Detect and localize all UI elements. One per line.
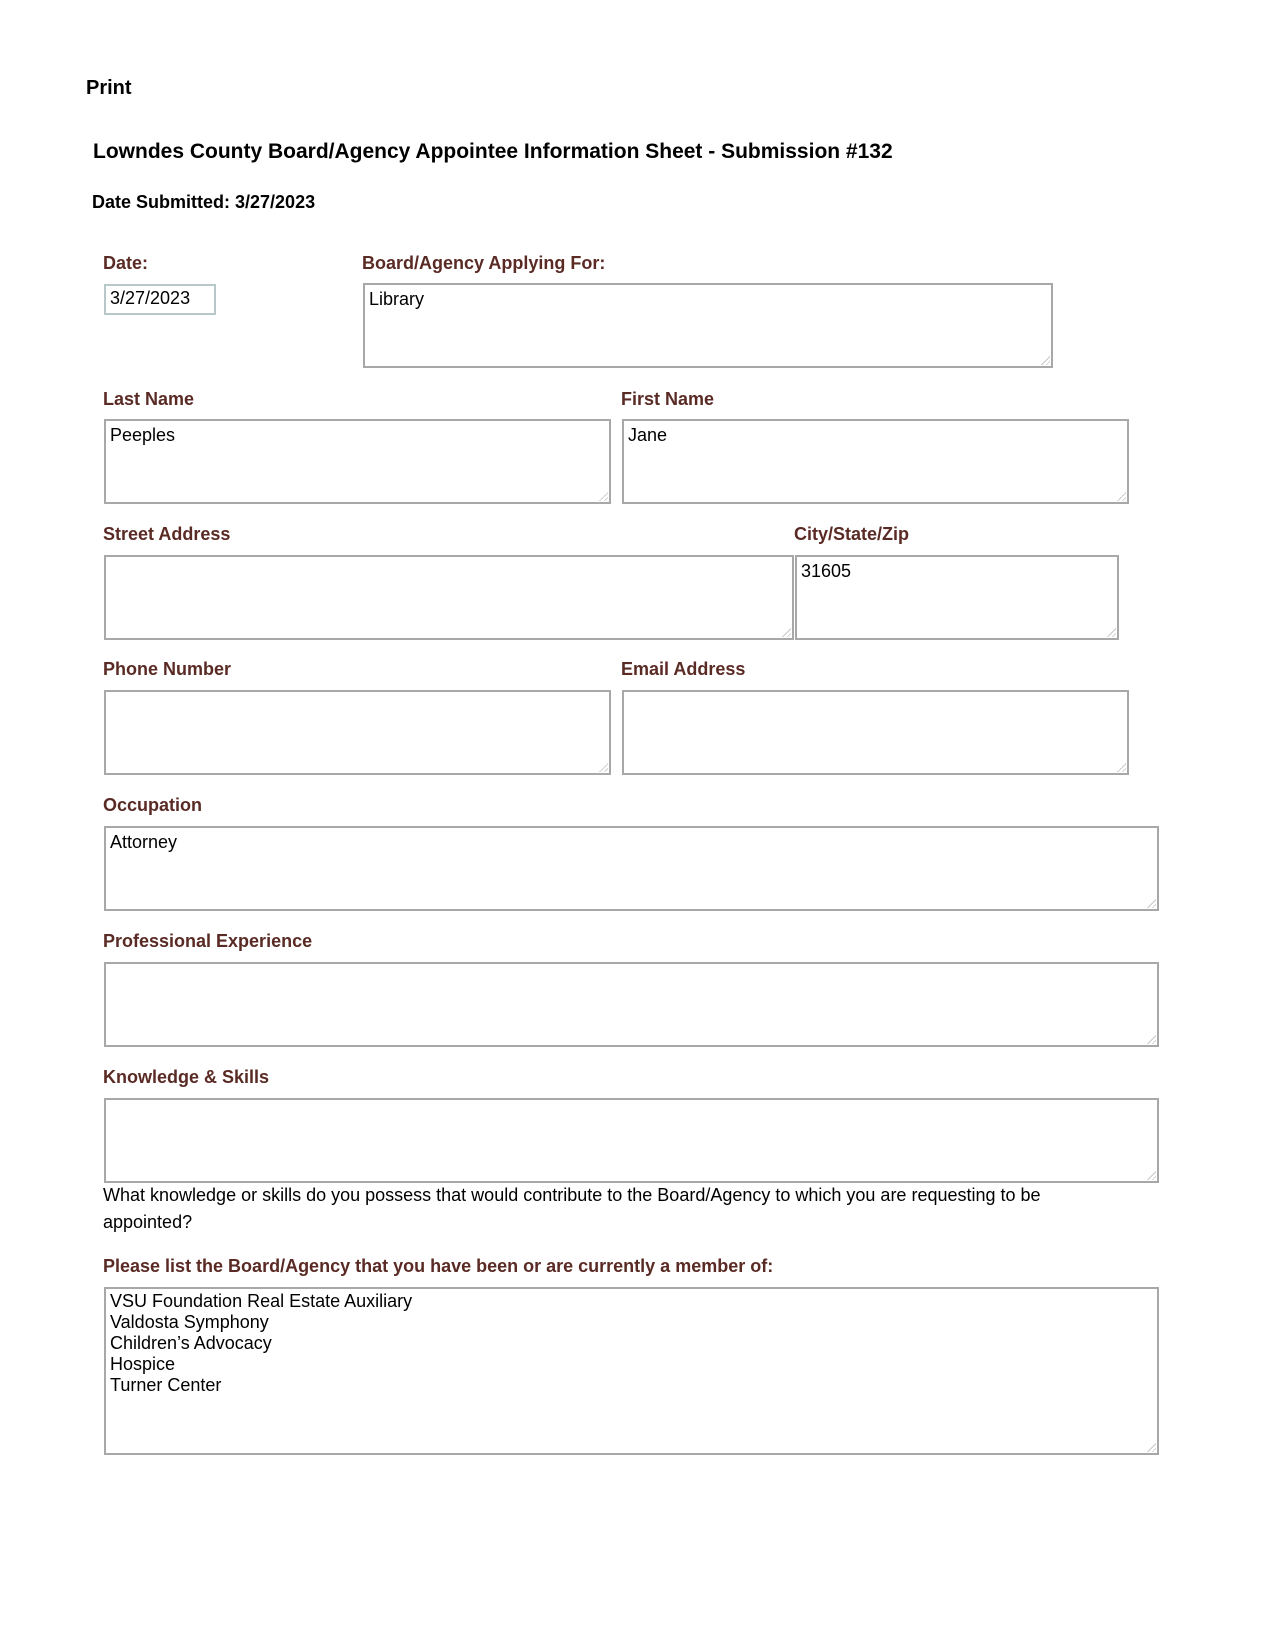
resize-grip-icon[interactable] xyxy=(1116,491,1126,501)
resize-grip-icon[interactable] xyxy=(1146,1034,1156,1044)
city-field[interactable] xyxy=(795,555,1119,640)
experience-field[interactable] xyxy=(104,962,1159,1047)
first-name-label: First Name xyxy=(621,389,715,409)
knowledge-help-text: What knowledge or skills do you possess that would contribute to the Board/Agency to which you are requesting to be appointed? xyxy=(103,1185,1041,1232)
first-name-value: Jane xyxy=(628,425,668,445)
city-value: 31605 xyxy=(801,561,852,581)
resize-grip-icon[interactable] xyxy=(1146,1170,1156,1180)
occupation-value: Attorney xyxy=(110,832,178,852)
first-name-field[interactable] xyxy=(622,419,1129,504)
phone-label: Phone Number xyxy=(103,659,232,679)
resize-grip-icon[interactable] xyxy=(598,491,608,501)
resize-grip-icon[interactable] xyxy=(598,762,608,772)
board-label: Board/Agency Applying For: xyxy=(362,253,606,273)
resize-grip-icon[interactable] xyxy=(1146,1442,1156,1452)
board-field[interactable] xyxy=(363,283,1053,368)
resize-grip-icon[interactable] xyxy=(781,627,791,637)
board-value: Library xyxy=(369,289,425,309)
boards-label: Please list the Board/Agency that you have been or are currently a member of: xyxy=(103,1256,774,1276)
street-label: Street Address xyxy=(103,524,231,544)
knowledge-label: Knowledge & Skills xyxy=(103,1067,270,1087)
occupation-label: Occupation xyxy=(103,795,203,815)
resize-grip-icon[interactable] xyxy=(1106,627,1116,637)
resize-grip-icon[interactable] xyxy=(1116,762,1126,772)
phone-field[interactable] xyxy=(104,690,611,775)
knowledge-field[interactable] xyxy=(104,1098,1159,1183)
date-submitted: Date Submitted: 3/27/2023 xyxy=(92,192,316,212)
page-title: Lowndes County Board/Agency Appointee Information Sheet - Submission #132 xyxy=(93,140,893,163)
street-field[interactable] xyxy=(104,555,794,640)
date-field[interactable]: 3/27/2023 xyxy=(104,284,216,315)
print-link[interactable]: Print xyxy=(86,77,132,99)
last-name-label: Last Name xyxy=(103,389,195,409)
occupation-field[interactable] xyxy=(104,826,1159,911)
resize-grip-icon[interactable] xyxy=(1146,898,1156,908)
experience-label: Professional Experience xyxy=(103,931,313,951)
email-label: Email Address xyxy=(621,659,746,679)
resize-grip-icon[interactable] xyxy=(1040,355,1050,365)
boards-value: VSU Foundation Real Estate Auxiliary Valdosta Symphony Children’s Advocacy Hospice Turner Center xyxy=(110,1291,413,1395)
last-name-field[interactable] xyxy=(104,419,611,504)
date-label: Date: xyxy=(103,253,149,273)
last-name-value: Peeples xyxy=(110,425,176,445)
boards-field[interactable] xyxy=(104,1287,1159,1455)
city-label: City/State/Zip xyxy=(794,524,910,544)
email-field[interactable] xyxy=(622,690,1129,775)
